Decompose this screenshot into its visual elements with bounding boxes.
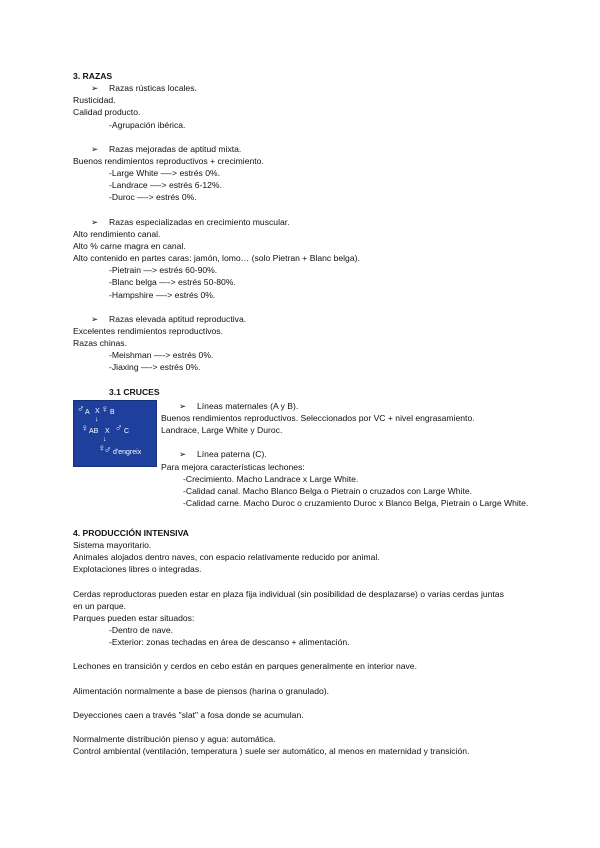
text-line: Lechones en transición y cerdos en cebo están en parques generalmente en interior nave. [73, 661, 417, 672]
text-line: Parques pueden estar situados: [73, 612, 195, 623]
text-line: Alimentación normalmente a base de piensos (harina o granulado). [73, 685, 330, 696]
list-item: -Hampshire —-> estrés 0%. [109, 289, 216, 300]
bullet-paternal [161, 448, 533, 460]
arrow-down-icon: ↓ [95, 415, 99, 423]
text-line: Alto % carne magra en canal. [73, 240, 186, 251]
bullet-mixed [73, 143, 533, 155]
arrow-down-icon: ↓ [103, 435, 107, 443]
list-item: -Large White —-> estrés 0%. [109, 168, 221, 179]
diagram-label: A [85, 408, 90, 416]
text-line: Para mejora características lechones: [161, 461, 305, 472]
list-item: -Calidad carne. Macho Duroc o cruzamiento Duroc x Blanco Belga, Pietrain o Large White. [183, 497, 529, 508]
diagram-label: d'engreix [113, 448, 142, 456]
list-item: -Exterior: zonas techadas en área de descanso + alimentación. [109, 637, 350, 648]
section-title-razas: 3. RAZAS [73, 71, 113, 81]
male-icon: ♂ [77, 403, 85, 415]
female-icon: ♀ [101, 403, 109, 415]
bullet-text: Línea paterna (C). [197, 449, 267, 460]
text-line: Excelentes rendimientos reproductivos. [73, 325, 223, 336]
list-item: -Crecimiento. Macho Landrace x Large White. [183, 473, 359, 484]
text-line: Landrace, Large White y Duroc. [161, 425, 283, 436]
text-line: Animales alojados dentro naves, con espacio relativamente reducido por animal. [73, 552, 380, 563]
diagram-label: C [124, 427, 130, 435]
list-item: -Blanc belga —-> estrés 50-80%. [109, 277, 236, 288]
arrow-bullet-icon: ➢ [179, 449, 187, 460]
list-item: -Dentro de nave. [109, 624, 174, 635]
bullet-text: Razas elevada aptitud reproductiva. [109, 313, 247, 324]
text-line: Buenos rendimientos reproductivos + crecimiento. [73, 155, 264, 166]
text-line: Razas chinas. [73, 338, 127, 349]
text-line: Buenos rendimientos reproductivos. Seleccionados por VC + nivel engrasamiento. [161, 412, 475, 423]
list-item: -Pietrain —> estrés 60-90%. [109, 265, 218, 276]
list-item: -Calidad canal. Macho Blanco Belga o Pietrain o cruzados con Large White. [183, 485, 473, 496]
bullet-repro [73, 313, 533, 325]
arrow-bullet-icon: ➢ [91, 143, 99, 154]
bullet-maternal [161, 400, 533, 412]
bullet-muscle [73, 216, 533, 228]
list-item: -Jiaxing —-> estrés 0%. [109, 362, 201, 373]
bullet-text: Razas rústicas locales. [109, 83, 197, 94]
text-line: Normalmente distribución pienso y agua: automática. [73, 734, 276, 745]
arrow-bullet-icon: ➢ [179, 400, 187, 411]
female-icon: ♀ [81, 422, 89, 434]
text-line: Calidad producto. [73, 107, 141, 118]
document-body [73, 70, 533, 757]
text-line: Alto rendimiento canal. [73, 228, 161, 239]
bullet-text: Líneas maternales (A y B). [197, 400, 299, 411]
cruces-text [161, 400, 533, 509]
arrow-bullet-icon: ➢ [91, 313, 99, 324]
text-line: Control ambiental (ventilación, temperatura ) suele ser automático, al menos en maternidad y transición. [73, 746, 470, 757]
bullet-rustic [73, 82, 533, 94]
list-item: -Landrace —-> estrés 6-12%. [109, 180, 222, 191]
section-title-cruces: 3.1 CRUCES [109, 386, 160, 397]
diagram-label: B [110, 408, 115, 416]
text-line: Sistema mayoritario. [73, 539, 152, 550]
cruces-block [73, 400, 533, 527]
list-item: -Agrupación ibérica. [109, 119, 186, 130]
bullet-text: Razas mejoradas de aptitud mixta. [109, 143, 242, 154]
diagram-label: AB [89, 427, 99, 435]
arrow-bullet-icon: ➢ [91, 83, 99, 94]
male-icon: ♂ [104, 444, 112, 456]
list-item: -Meishman —-> estrés 0%. [109, 350, 214, 361]
text-line: Deyecciones caen a través "slat" a fosa donde se acumulan. [73, 709, 304, 720]
bullet-text: Razas especializadas en crecimiento muscular. [109, 216, 290, 227]
female-icon: ♀ [98, 442, 106, 454]
list-item: -Duroc —-> estrés 0%. [109, 192, 197, 203]
cross-diagram [73, 400, 157, 467]
text-line: Explotaciones libres o integradas. [73, 564, 202, 575]
male-icon: ♂ [115, 422, 123, 434]
section-title-produccion: 4. PRODUCCIÓN INTENSIVA [73, 527, 189, 538]
text-line: Rusticidad. [73, 95, 116, 106]
diagram-label: X [95, 407, 100, 415]
text-line: Cerdas reproductoras pueden estar en plaza fija individual (sin posibilidad de desplazarse) o varias cerdas juntas [73, 588, 504, 599]
text-line: en un parque. [73, 600, 127, 611]
arrow-bullet-icon: ➢ [91, 216, 99, 227]
diagram-label: X [105, 427, 110, 435]
text-line: Alto contenido en partes caras: jamón, lomo… (solo Pietran + Blanc belga). [73, 253, 360, 264]
